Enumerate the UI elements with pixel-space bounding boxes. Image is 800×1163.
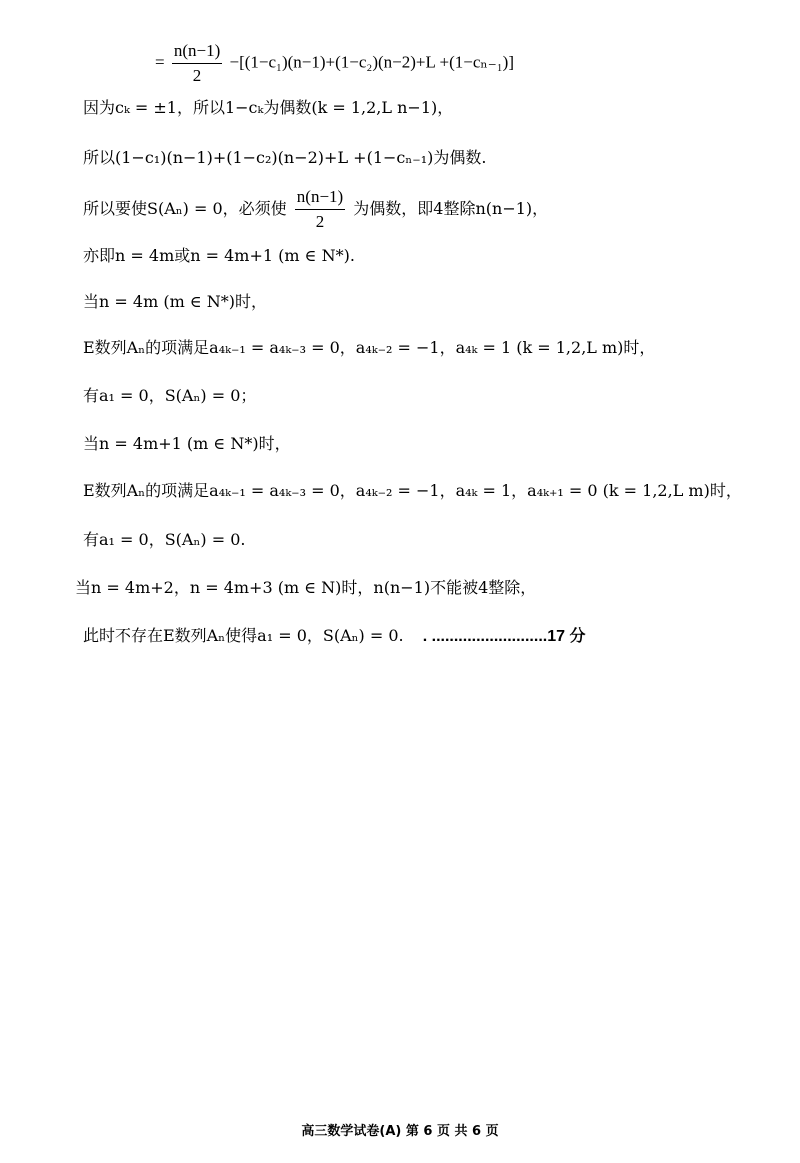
equation-line-1 <box>155 40 514 87</box>
text-line-11: 有a₁ = 0，S(Aₙ) = 0. <box>83 530 246 549</box>
fraction-denominator: 2 <box>315 212 325 231</box>
fraction-numerator: n(n−1) <box>172 40 222 64</box>
text-line-3: 所以(1−c₁)(n−1)+(1−c₂)(n−2)+L +(1−cₙ₋₁)为偶数. <box>83 148 487 167</box>
text-line-10: E数列Aₙ的项满足a₄ₖ₋₁ = a₄ₖ₋₃ = 0，a₄ₖ₋₂ = −1，a₄ₖ = 1，a₄ₖ₊₁ = 0 (k = 1,2,L m)时， <box>83 481 742 500</box>
line-4-suffix: 为偶数，即4整除n(n−1)， <box>353 199 549 218</box>
text-line-8: 有a₁ = 0，S(Aₙ) = 0； <box>83 386 257 405</box>
fraction-denominator: 2 <box>192 66 202 85</box>
line-4-prefix: 所以要使S(Aₙ) = 0，必须使 <box>83 199 287 218</box>
text-line-2: 因为cₖ = ±1，所以1−cₖ为偶数(k = 1,2,L n−1)， <box>83 98 454 117</box>
text-line-4 <box>83 186 548 233</box>
bracket-expression: −[(1−c₁)(n−1)+(1−c₂)(n−2)+L +(1−cₙ₋₁)] <box>229 52 514 72</box>
fraction-n-n-minus-1-over-2 <box>172 40 222 87</box>
text-line-5: 亦即n = 4m或n = 4m+1 (m ∈ N*). <box>83 246 355 265</box>
fraction-n-n-minus-1-over-2-inline <box>295 186 345 233</box>
text-line-9: 当n = 4m+1 (m ∈ N*)时， <box>83 434 291 453</box>
text-line-13 <box>83 625 585 648</box>
text-line-12: 当n = 4m+2，n = 4m+3 (m ∈ N)时，n(n−1)不能被4整除， <box>75 578 537 597</box>
page-footer: 高三数学试卷(A) 第 6 页 共 6 页 <box>301 1124 499 1139</box>
fraction-numerator: n(n−1) <box>295 186 345 210</box>
score-marker: . ..........................17 分 <box>422 628 586 645</box>
text-line-7: E数列Aₙ的项满足a₄ₖ₋₁ = a₄ₖ₋₃ = 0，a₄ₖ₋₂ = −1，a₄ₖ = 1 (k = 1,2,L m)时， <box>83 338 656 357</box>
text-line-6: 当n = 4m (m ∈ N*)时， <box>83 292 267 311</box>
conclusion-text: 此时不存在E数列Aₙ使得a₁ = 0，S(Aₙ) = 0. <box>83 626 404 645</box>
equals-sign: = <box>155 52 165 72</box>
